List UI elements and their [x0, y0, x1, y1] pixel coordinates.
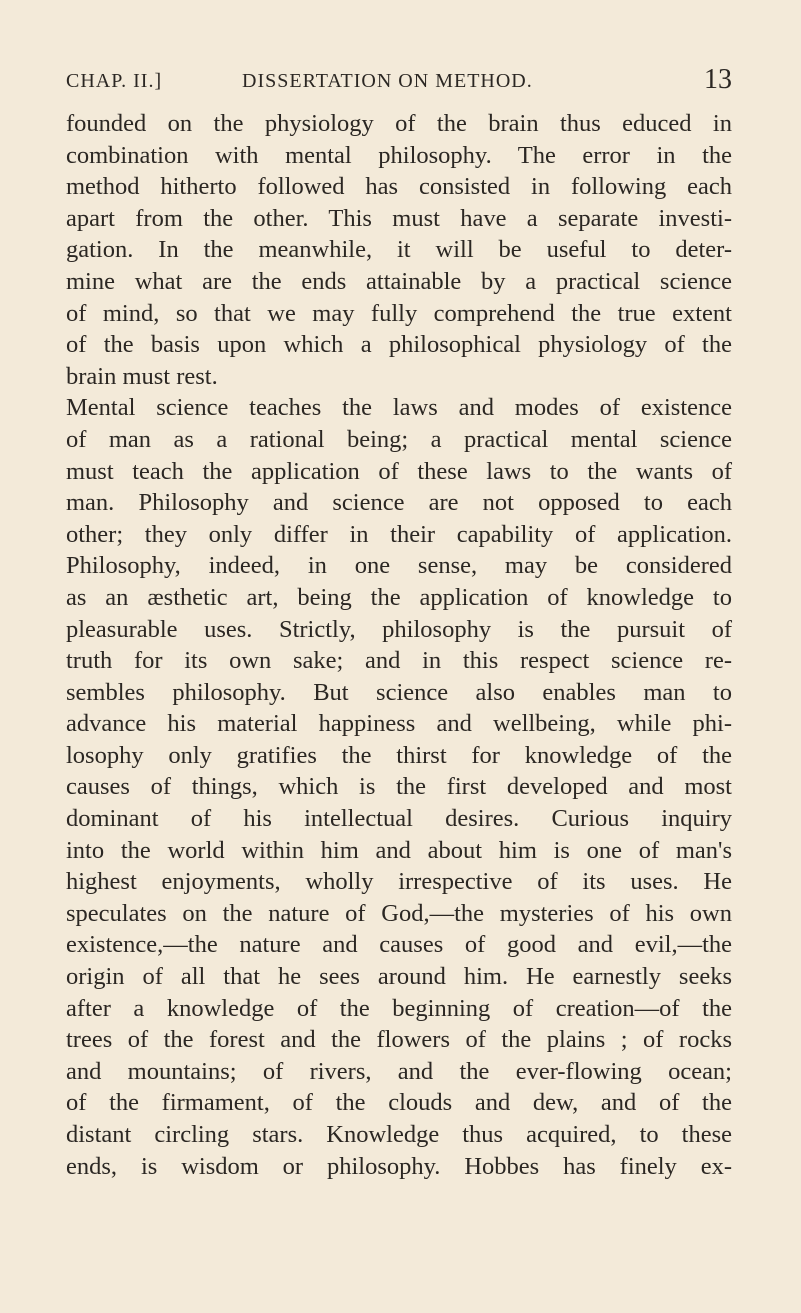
text-line: apart from the other. This must have a separate investi-	[66, 204, 732, 232]
text-line: Mental science teaches the laws and modes of existence	[66, 394, 732, 422]
text-line: combination with mental philosophy. The error in the	[66, 141, 732, 169]
running-title: DISSERTATION ON METHOD.	[242, 70, 533, 92]
text-line: losophy only gratifies the thirst for knowledge of the	[66, 741, 732, 769]
text-line: speculates on the nature of God,—the mysteries of his own	[66, 899, 732, 927]
text-line: trees of the forest and the flowers of the plains ; of rocks	[66, 1026, 732, 1054]
text-line: truth for its own sake; and in this respect science re-	[66, 647, 732, 675]
text-line: as an æsthetic art, being the application of knowledge to	[66, 583, 732, 611]
text-line: of the firmament, of the clouds and dew, and of the	[66, 1089, 732, 1117]
text-line: man. Philosophy and science are not opposed to each	[66, 489, 732, 517]
running-header	[66, 64, 732, 110]
text-line: mine what are the ends attainable by a practical science	[66, 267, 732, 295]
text-line: ends, is wisdom or philosophy. Hobbes has finely ex-	[66, 1152, 732, 1180]
text-line: method hitherto followed has consisted in following each	[66, 173, 732, 201]
text-line: existence,—the nature and causes of good and evil,—the	[66, 931, 732, 959]
page-number: 13	[704, 64, 732, 95]
text-line: sembles philosophy. But science also enables man to	[66, 678, 732, 706]
text-line: founded on the physiology of the brain thus educed in	[66, 110, 732, 137]
text-line: and mountains; of rivers, and the ever-flowing ocean;	[66, 1057, 732, 1085]
text-line: gation. In the meanwhile, it will be useful to deter-	[66, 236, 732, 264]
text-line: distant circling stars. Knowledge thus acquired, to these	[66, 1121, 732, 1148]
text-line: other; they only differ in their capability of application.	[66, 520, 732, 548]
text-line: after a knowledge of the beginning of creation—of the	[66, 994, 732, 1022]
text-line: brain must rest.	[66, 362, 218, 390]
text-line: advance his material happiness and wellbeing, while phi-	[66, 710, 732, 738]
body-text	[66, 108, 732, 1182]
text-line: Philosophy, indeed, in one sense, may be considered	[66, 552, 732, 580]
text-line: highest enjoyments, wholly irrespective of its uses. He	[66, 868, 732, 896]
chapter-label: CHAP. II.]	[66, 70, 163, 92]
text-line: into the world within him and about him is one of man's	[66, 836, 732, 864]
text-line: must teach the application of these laws to the wants of	[66, 457, 732, 485]
text-line: dominant of his intellectual desires. Curious inquiry	[66, 805, 732, 833]
text-line: causes of things, which is the first developed and most	[66, 773, 732, 801]
text-line: origin of all that he sees around him. He earnestly seeks	[66, 963, 732, 991]
text-line: of man as a rational being; a practical mental science	[66, 425, 732, 453]
text-line: pleasurable uses. Strictly, philosophy is the pursuit of	[66, 615, 732, 643]
text-line: of mind, so that we may fully comprehend the true extent	[66, 299, 732, 327]
text-line: of the basis upon which a philosophical physiology of the	[66, 331, 732, 359]
